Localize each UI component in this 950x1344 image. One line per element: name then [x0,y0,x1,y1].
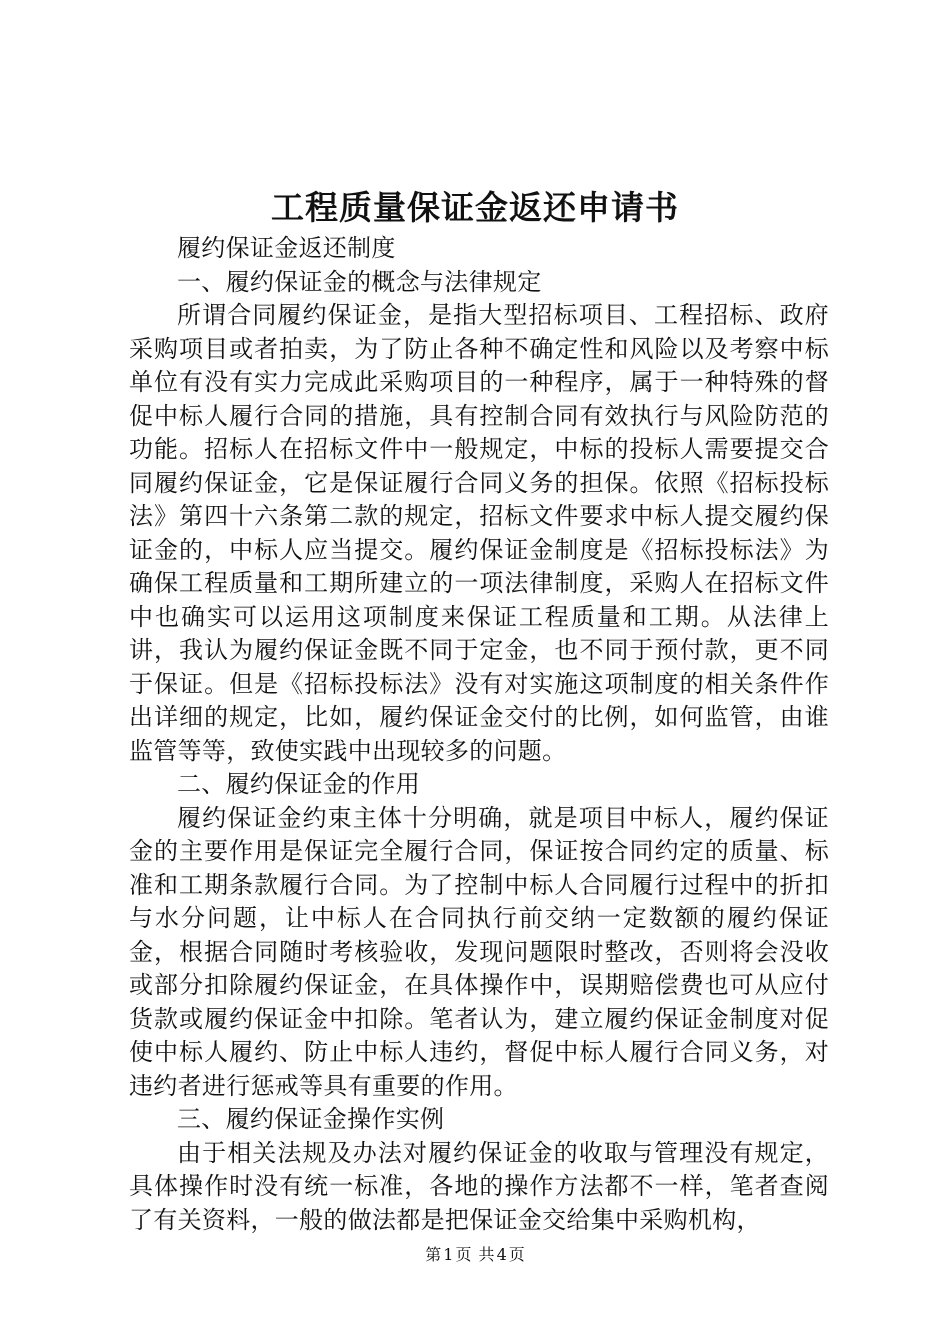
paragraph-section-2: 履约保证金约束主体十分明确，就是项目中标人，履约保证金的主要作用是保证完全履行合同，保证按合同约定的质量、标准和工期条款履行合同。为了控制中标人合同履行过程中的折扣与水分问题，让中标人在合同执行前交纳一定数额的履约保证金，根据合同随时考核验收，发现问题限时整改，否则将会没收或部分扣除履约保证金，在具体操作中，误期赔偿费也可从应付货款或履约保证金中扣除。笔者认为，建立履约保证金制度对促使中标人履约、防止中标人违约，督促中标人履行合同义务，对违约者进行惩戒等具有重要的作用。 [129,803,829,1100]
paragraph-heading-intro: 履约保证金返还制度 [177,234,396,262]
total-suffix: 页 [508,1245,525,1264]
total-prefix: 共 [478,1245,495,1264]
page-footer [0,1244,950,1266]
total-pages: 4 [496,1245,507,1264]
paragraph-section-3: 由于相关法规及办法对履约保证金的收取与管理没有规定，具体操作时没有统一标准，各地的操作方法都不一样，笔者查阅了有关资料，一般的做法都是把保证金交给集中采购机构， [129,1138,829,1234]
document-title: 工程质量保证金返还申请书 [271,188,679,227]
document-body [129,232,829,1237]
section-heading-1: 一、履约保证金的概念与法律规定 [177,267,542,296]
section-heading-2: 二、履约保证金的作用 [177,770,420,798]
section-heading-3: 三、履约保证金操作实例 [177,1105,445,1133]
page-number: 1 [443,1245,454,1264]
page-suffix: 页 [455,1245,472,1264]
paragraph-section-1: 所谓合同履约保证金，是指大型招标项目、工程招标、政府采购项目或者拍卖，为了防止各种不确定性和风险以及考察中标单位有没有实力完成此采购项目的一种程序，属于一种特殊的督促中标人履行合同的措施，具有控制合同有效执行与风险防范的功能。招标人在招标文件中一般规定，中标的投标人需要提交合同履约保证金，它是保证履行合同义务的担保。依照《招标投标法》第四十六条第二款的规定，招标文件要求中标人提交履约保证金的，中标人应当提交。履约保证金制度是《招标投标法》为确保工程质量和工期所建立的一项法律制度，采购人在招标文件中也确实可以运用这项制度来保证工程质量和工期。从法律上讲，我认为履约保证金既不同于定金，也不同于预付款，更不同于保证。但是《招标投标法》没有对实施这项制度的相关条件作出详细的规定，比如，履约保证金交付的比例，如何监管，由谁监管等等，致使实践中出现较多的问题。 [129,301,829,765]
page-prefix: 第 [425,1245,442,1264]
